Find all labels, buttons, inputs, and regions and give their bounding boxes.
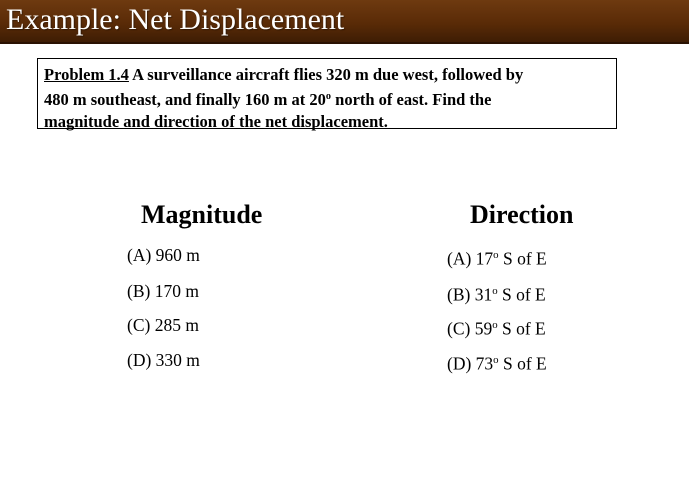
- problem-line-2: [44, 86, 616, 111]
- direction-option-b: [447, 280, 546, 306]
- degree-symbol: o: [325, 91, 332, 102]
- magnitude-heading: Magnitude: [141, 200, 263, 229]
- direction-option-c-label: S of E: [497, 318, 546, 339]
- direction-option-d-label: S of E: [498, 353, 547, 374]
- direction-option-c-value: (C) 59: [447, 318, 493, 339]
- magnitude-option-d: (D) 330 m: [127, 350, 200, 370]
- problem-line-1: [44, 64, 616, 86]
- magnitude-option-a: (A) 960 m: [127, 245, 200, 265]
- direction-option-b-value: (B) 31: [447, 284, 493, 305]
- degree-symbol: o: [493, 249, 499, 261]
- problem-statement-box: [37, 58, 617, 132]
- degree-symbol: o: [492, 319, 498, 331]
- slide-title-bar: [0, 0, 689, 44]
- problem-line-2-end: north of east. Find the: [331, 90, 492, 110]
- degree-symbol: o: [493, 354, 499, 366]
- direction-option-b-label: S of E: [497, 284, 546, 305]
- direction-option-a-value: (A) 17: [447, 248, 494, 269]
- slide-title: Example: Net Displacement: [6, 3, 345, 36]
- problem-line-2-text: 480 m southeast, and finally 160 m at 20: [44, 90, 326, 110]
- direction-option-a: [447, 244, 547, 270]
- direction-option-d: [447, 349, 547, 375]
- degree-symbol: o: [492, 285, 498, 297]
- problem-line-1-text: A surveillance aircraft flies 320 m due west, followed by: [128, 65, 524, 84]
- magnitude-option-c: (C) 285 m: [127, 315, 199, 335]
- direction-option-c: [447, 314, 546, 340]
- direction-option-a-label: S of E: [498, 248, 547, 269]
- direction-heading: Direction: [470, 200, 574, 229]
- problem-label: Problem 1.4: [44, 65, 129, 84]
- magnitude-option-b: (B) 170 m: [127, 281, 199, 301]
- direction-option-d-value: (D) 73: [447, 353, 494, 374]
- problem-line-3: magnitude and direction of the net displacement.: [44, 112, 388, 132]
